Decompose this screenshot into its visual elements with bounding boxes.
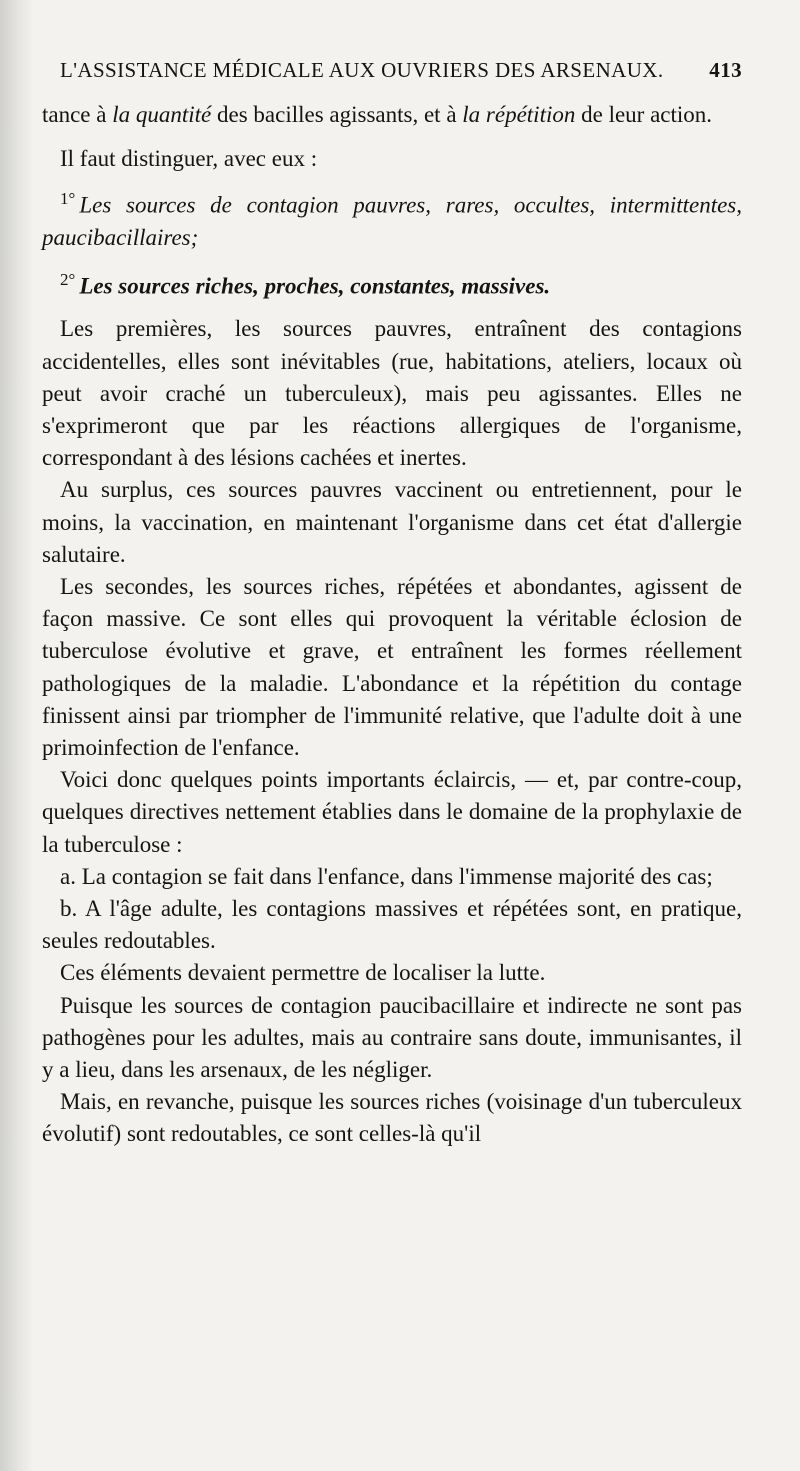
paragraph: Les secondes, les sources riches, répétées et abondantes, agissent de façon massive. Ce sont elles qui provoquent la véritable éclosion de tuberculose évolutive et grave, et entraînent les formes réellement pathologiques de la maladie. L'abondance et la répétition du contage finissent ainsi par triompher de l'immunité relative, que l'adulte doit à une primoinfection de l'enfance. [42, 573, 742, 760]
page-binding-shadow [0, 0, 34, 1471]
list-item-text: Les sources riches, proches, constantes, massives. [79, 274, 551, 300]
point-b [42, 893, 742, 957]
paragraph: Ces éléments devaient permettre de localiser la lutte. [60, 960, 546, 986]
list-marker: 2° [60, 270, 76, 290]
point-marker: b. [60, 895, 78, 921]
emphasis-repetition: la répétition [462, 102, 576, 127]
paragraph: Au surplus, ces sources pauvres vaccinent ou entretiennent, pour le moins, la vaccination, en maintenant l'organisme dans cet état d'allergie salutaire. [42, 477, 742, 567]
page-number: 413 [709, 58, 742, 82]
paragraph: Voici donc quelques points importants éclaircis, — et, par contre-coup, quelques directives nettement établies dans le domaine de la prophylaxie de la tuberculose : [42, 767, 742, 857]
text-run: de leur action. [575, 102, 713, 127]
list-item-poor-sources [42, 183, 742, 254]
text-run: tance à [42, 102, 113, 127]
running-header [42, 58, 742, 83]
paragraph: Mais, en revanche, puisque les sources riches (voisinage d'un tuberculeux évolutif) sont redoutables, ce sont celles-là qu'il [42, 1089, 742, 1147]
paragraph-continuation [42, 99, 742, 131]
page-content [42, 58, 742, 1151]
list-item-rich-sources [42, 264, 742, 303]
paragraph: Les premières, les sources pauvres, entraînent des contagions accidentelles, elles sont inévitables (rue, habitations, ateliers, locaux où peut avoir craché un tuberculeux), mais peu agissantes. Elles ne s'exprimeront que par les réactions allergiques de l'organisme, correspondant à des lésions cachées et inertes. [42, 316, 742, 471]
point-marker: a. [60, 863, 76, 889]
list-item-text: Les sources de contagion pauvres, rares, occultes, intermittentes, paucibacillaires; [42, 193, 742, 251]
list-marker: 1° [60, 189, 76, 209]
point-text: La contagion se fait dans l'enfance, dans l'immense majorité des cas; [81, 863, 713, 889]
body-text [42, 99, 742, 1151]
point-a [42, 861, 742, 893]
paragraph: Puisque les sources de contagion paucibacillaire et indirecte ne sont pas pathogènes pour les adultes, mais au contraire sans doute, immunisantes, il y a lieu, dans les arsenaux, de les négliger. [42, 992, 742, 1082]
emphasis-quantity: la quantité [112, 102, 212, 127]
text-run: des bacilles agissants, et à [211, 102, 463, 127]
running-title: L'ASSISTANCE MÉDICALE AUX OUVRIERS DES ARSENAUX. [60, 58, 664, 82]
paragraph-intro: Il faut distinguer, avec eux : [60, 146, 318, 172]
point-text: A l'âge adulte, les contagions massives et répétées sont, en pratique, seules redoutables. [42, 895, 742, 954]
